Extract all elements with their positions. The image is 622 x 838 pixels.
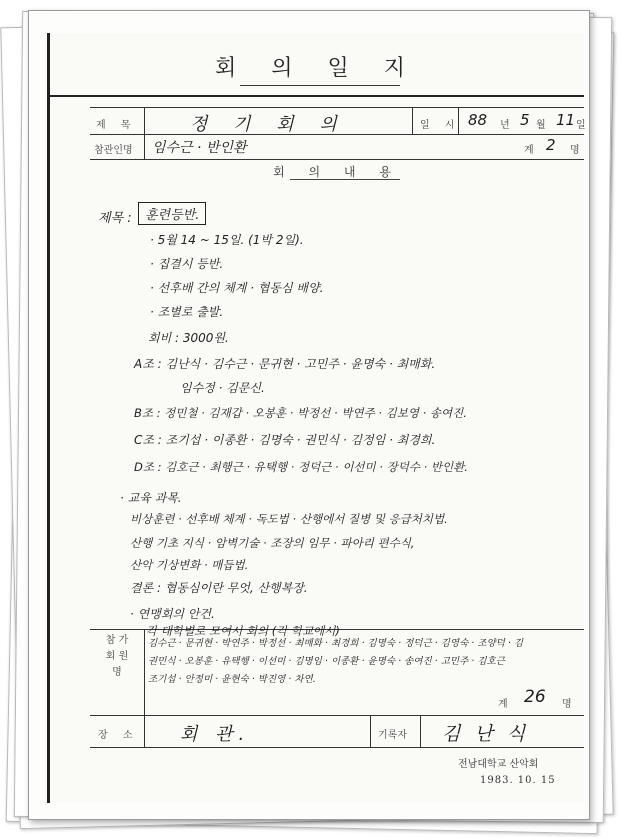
document-title: 회 의 일 지 — [215, 56, 419, 81]
attendees-label-char: 명 — [112, 667, 122, 678]
subject-boxed: 훈련등반. — [138, 202, 206, 225]
attendees-line: 권민식 · 오봉훈 · 유택행 · 이선미 · 김명임 · 이종환 · 윤명숙 · 송여진 · 고민주 · 김호근 — [148, 656, 505, 667]
observers-count-unit: 명 — [570, 145, 580, 156]
attendees-label-char: 원 — [118, 651, 129, 662]
content-line: C조 : 조기섭 · 이종환 · 김명숙 · 권민식 · 김정임 · 최경희. — [134, 433, 436, 447]
attendees-label — [102, 633, 132, 681]
attendees-section — [90, 629, 584, 716]
date-label: 일 시 — [420, 120, 461, 131]
place-row — [90, 715, 584, 748]
content-section-title: 회 의 내 용 — [273, 165, 401, 179]
attendees-label-char: 참 — [105, 635, 116, 646]
year-unit: 년 — [500, 120, 510, 131]
content-line: · 교육 과목. — [120, 491, 182, 505]
content-line: 결론 : 협동심이란 무엇, 산행복장. — [130, 581, 308, 595]
divider — [144, 133, 145, 159]
attendees-line: 김수근 · 문귀현 · 박연주 · 박정선 · 최매화 · 최경희 · 김명숙 · 정덕근 · 김영숙 · 조양덕 · 김 — [148, 638, 524, 649]
organization-name: 전남대학교 산악회 — [458, 759, 539, 770]
observers-row — [90, 133, 584, 160]
place-value: 회 관. — [180, 724, 251, 745]
recorder-value: 김 난 식 — [442, 723, 530, 745]
day-unit: 일 — [576, 120, 586, 131]
attendees-label-char: 가 — [118, 635, 129, 646]
divider — [144, 715, 145, 747]
date-month: 5 — [520, 111, 530, 129]
observers-count-prefix: 계 — [524, 145, 534, 156]
divider — [370, 715, 371, 747]
title-underline — [240, 85, 400, 86]
footer-date: 1983. 10. 15 — [480, 775, 556, 786]
recorder-label: 기록자 — [378, 730, 407, 741]
attendees-count-unit: 명 — [562, 699, 572, 710]
attendees-label-char: 회 — [105, 651, 116, 662]
content-line: D조 : 김호근 · 최행근 · 유택행 · 정덕근 · 이선미 · 장덕수 · 반인환. — [134, 460, 468, 474]
content-line: · 선후배 간의 체계 · 협동심 배양. — [150, 281, 324, 295]
divider — [412, 108, 413, 134]
divider — [144, 108, 145, 134]
attendees-count: 26 — [524, 687, 546, 707]
document-page — [28, 10, 590, 820]
subject-prefix: 제목 : — [98, 211, 132, 226]
divider — [458, 108, 459, 134]
divider — [144, 629, 145, 715]
observers-label: 참관인명 — [94, 145, 133, 156]
subject-label: 제 목 — [96, 120, 137, 131]
content-line: 임수정 · 김문신. — [180, 381, 265, 395]
attendees-line: 조기섭 · 안정미 · 윤현숙 · 박진영 · 차연. — [148, 674, 316, 685]
month-unit: 월 — [536, 120, 546, 131]
title-bar — [50, 33, 584, 97]
content-section — [90, 159, 584, 638]
subject-date-row — [90, 107, 584, 135]
content-line: · 조별로 출발. — [150, 305, 224, 319]
content-line: 비상훈련 · 선후배 체계 · 독도법 · 산행에서 질병 및 응급처치법. — [130, 512, 448, 526]
content-line: · 집결시 등반. — [150, 257, 224, 271]
date-year: 88 — [468, 111, 488, 129]
meeting-log-form — [47, 33, 584, 803]
content-line: 산행 기초 지식 · 암벽기술 · 조장의 임무 · 파아리 편수식, — [130, 536, 415, 550]
date-day: 11 — [556, 111, 576, 129]
content-line: A조 : 김난식 · 김수근 · 문귀현 · 고민주 · 윤명숙 · 최매화. — [134, 357, 436, 371]
divider — [420, 715, 421, 747]
content-line: 각 대학별로 모여서 회의 (각 학교에서) — [146, 624, 340, 638]
observers-count: 2 — [546, 136, 556, 154]
content-line: B조 : 정민철 · 김재갑 · 오봉훈 · 박정선 · 박연주 · 김보영 · 송여진. — [134, 406, 467, 420]
attendees-count-prefix: 계 — [498, 699, 508, 710]
place-label: 장 소 — [98, 730, 139, 741]
content-line: · 5월 14 ~ 15일. (1박 2일). — [150, 233, 304, 247]
section-underline — [290, 179, 400, 180]
content-line: 회비 : 3000원. — [148, 331, 229, 345]
content-line: 산악 기상변화 · 매듭법. — [130, 558, 249, 572]
subject-value: 정 기 회 의 — [190, 114, 347, 135]
observers-value: 임수근 · 반인환 — [152, 140, 247, 156]
content-line: · 연맹회의 안건. — [130, 607, 215, 621]
